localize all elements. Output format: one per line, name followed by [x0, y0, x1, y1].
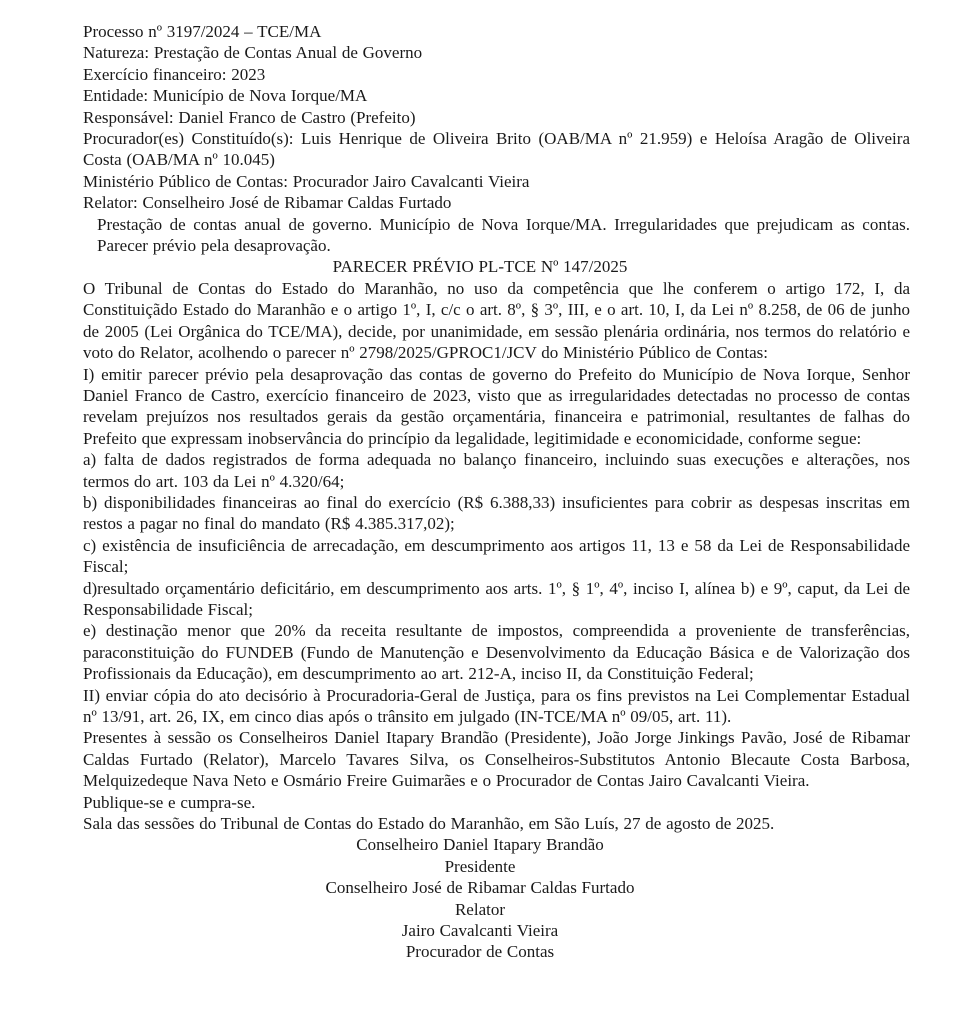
- body-paragraph-item-1: I) emitir parecer prévio pela desaprovação das contas de governo do Prefeito do Município de Nova Iorque, Senhor Daniel Franco de Castro, exercício financeiro de 2023, visto que as irregularidades detectadas no processo de contas revelam prejuízos nos resultados gerais da gestão orçamentária, financeira e patrimonial, resultantes de falhas do Prefeito que expressam inobservância do princípio da legalidade, legitimidade e economicidade, conforme segue:: [83, 364, 910, 448]
- signature-role-rapporteur: Relator: [454, 899, 506, 919]
- body-paragraph-publish-order: Publique-se e cumpra-se.: [83, 792, 256, 812]
- body-paragraph-item-d: d)resultado orçamentário deficitário, em descumprimento aos arts. 1º, § 1º, 4º, inciso I, alínea b) e 9º, caput, da Lei de Responsabilidade Fiscal;: [83, 578, 910, 619]
- public-ministry-line: Ministério Público de Contas: Procurador Jairo Cavalcanti Vieira: [83, 171, 530, 191]
- process-number-line: Processo nº 3197/2024 – TCE/MA: [83, 22, 322, 41]
- rapporteur-line: Relator: Conselheiro José de Ribamar Caldas Furtado: [83, 193, 452, 213]
- body-paragraph-item-a: a) falta de dados registrados de forma adequada no balanço financeiro, incluindo suas execuções e alterações, nos termos do art. 103 da Lei nº 4.320/64;: [83, 450, 910, 491]
- fiscal-year-line: Exercício financeiro: 2023: [83, 64, 266, 84]
- body-paragraph-item-e: e) destinação menor que 20% da receita resultante de impostos, compreendida a proveniente de transferências, paraconstituição do FUNDEB (Fundo de Manutenção e Desenvolvimento da Educação Básica e de Valorização dos Profissionais da Educação), em descumprimento ao art. 212-A, inciso II, da Constituição Federal;: [83, 621, 910, 684]
- body-paragraph-item-b: b) disponibilidades financeiras ao final do exercício (R$ 6.388,33) insuficientes para cobrir as despesas inscritas em restos a pagar no final do mandato (R$ 4.385.317,02);: [83, 492, 910, 534]
- signature-block: [83, 834, 910, 962]
- body-paragraph-session-place-date: Sala das sessões do Tribunal de Contas do Estado do Maranhão, em São Luís, 27 de agosto de 2025.: [83, 814, 775, 834]
- signature-name-president: Conselheiro Daniel Itapary Brandão: [356, 835, 604, 855]
- signature-role-prosecutor: Procurador de Contas: [405, 942, 555, 962]
- signature-name-prosecutor: Jairo Cavalcanti Vieira: [401, 921, 559, 941]
- responsible-line: Responsável: Daniel Franco de Castro (Prefeito): [83, 107, 416, 127]
- attorneys-line: Procurador(es) Constituído(s): Luis Henrique de Oliveira Brito (OAB/MA nº 21.959) e Heloísa Aragão de Oliveira Costa (OAB/MA nº 10.045): [83, 129, 910, 170]
- entity-line: Entidade: Município de Nova Iorque/MA: [83, 86, 368, 106]
- body-paragraph-preamble: O Tribunal de Contas do Estado do Maranhão, no uso da competência que lhe conferem o artigo 172, I, da Constituiçãdo Estado do Maranhão e o artigo 1º, I, c/c o art. 8º, § 3º, III, e o art. 10, I, da Lei nº 8.258, de 06 de junho de 2005 (Lei Orgânica do TCE/MA), decide, por unanimidade, em sessão plenária ordinária, nos termos do relatório e voto do Relator, acolhendo o parecer nº 2798/2025/GPROC1/JCV do Ministério Público de Contas:: [83, 278, 910, 363]
- body-paragraph-item-c: c) existência de insuficiência de arrecadação, em descumprimento aos artigos 11, 13 e 58 da Lei de Responsabilidade Fiscal;: [83, 535, 910, 577]
- document-title: PARECER PRÉVIO PL-TCE Nº 147/2025: [332, 257, 628, 277]
- ementa-summary: Prestação de contas anual de governo. Município de Nova Iorque/MA. Irregularidades que prejudicam as contas. Parecer prévio pela desaprovação.: [97, 214, 910, 256]
- signature-name-rapporteur: Conselheiro José de Ribamar Caldas Furtado: [325, 878, 635, 898]
- body-paragraph-item-2: II) enviar cópia do ato decisório à Procuradoria-Geral de Justiça, para os fins previstos na Lei Complementar Estadual nº 13/91, art. 26, IX, em cinco dias após o trânsito em julgado (IN-TCE/MA nº 09/05, art. 11).: [83, 685, 910, 726]
- body-paragraph-attendees: Presentes à sessão os Conselheiros Daniel Itapary Brandão (Presidente), João Jorge Jinkings Pavão, José de Ribamar Caldas Furtado (Relator), Marcelo Tavares Silva, os Conselheiros-Substitutos Antonio Blecaute Costa Barbosa, Melquizedeque Nava Neto e Osmário Freire Guimarães e o Procurador de Contas Jairo Cavalcanti Vieira.: [83, 728, 910, 791]
- nature-line: Natureza: Prestação de Contas Anual de Governo: [83, 43, 423, 63]
- signature-role-president: Presidente: [444, 856, 516, 876]
